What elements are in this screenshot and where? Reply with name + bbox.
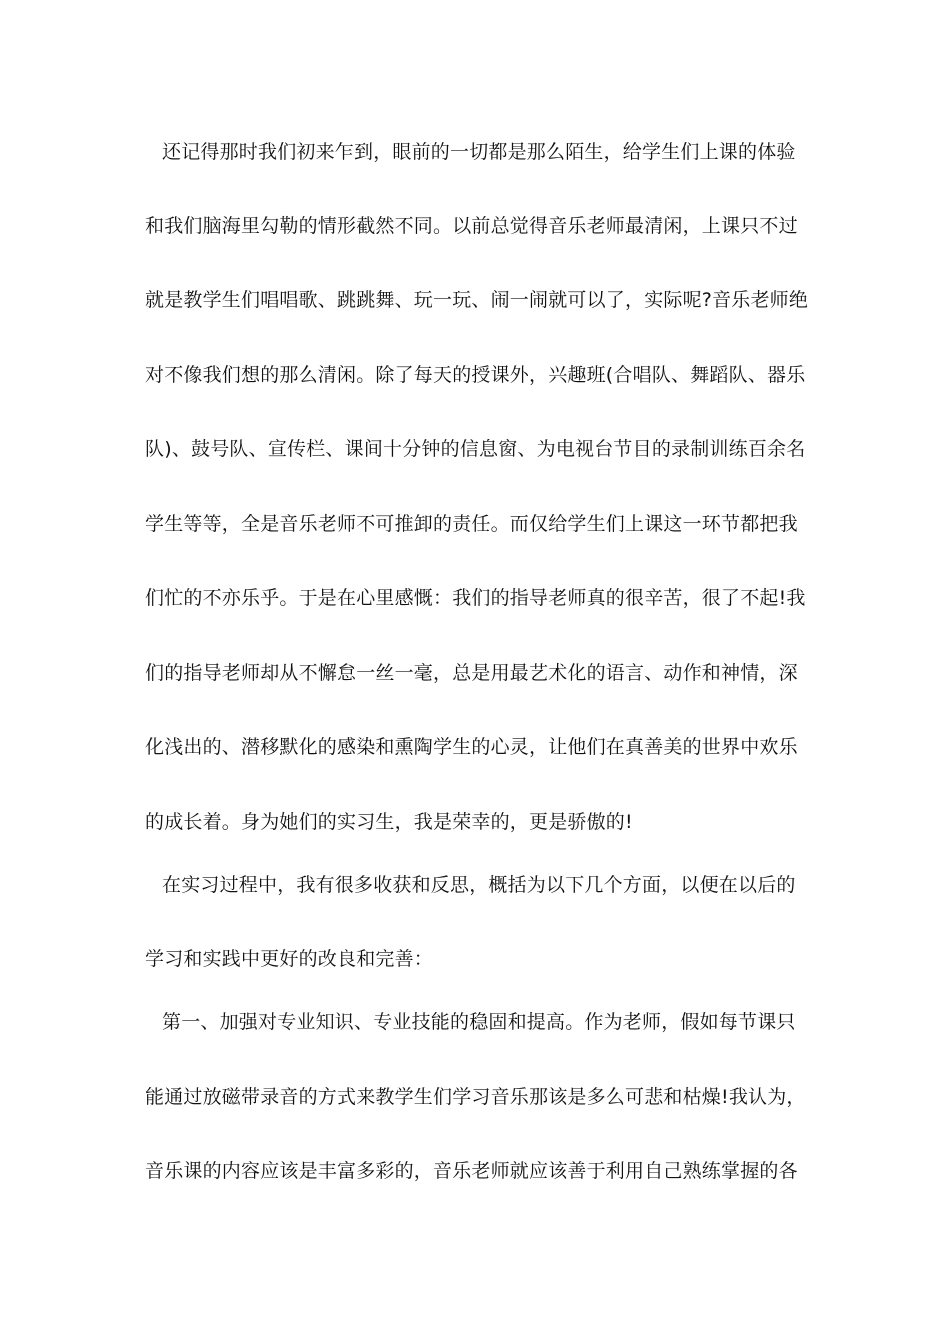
paragraph-1-line-4: 对不像我们想的那么清闲。除了每天的授课外，兴趣班(合唱队、舞蹈队、器乐 <box>145 364 806 386</box>
paragraph-3-line-1: 第一、加强对专业知识、专业技能的稳固和提高。作为老师，假如每节课只 <box>162 1011 796 1033</box>
paragraph-2-line-2: 学习和实践中更好的改良和完善： <box>145 948 434 970</box>
paragraph-3-line-2: 能通过放磁带录音的方式来教学生们学习音乐那该是多么可悲和枯燥!我认为， <box>145 1086 806 1108</box>
paragraph-1-line-9: 化浅出的、潜移默化的感染和熏陶学生的心灵，让他们在真善美的世界中欢乐 <box>145 736 798 758</box>
paragraph-1-line-3: 就是教学生们唱唱歌、跳跳舞、玩一玩、闹一闹就可以了，实际呢?音乐老师绝 <box>145 289 809 311</box>
paragraph-1-line-2: 和我们脑海里勾勒的情形截然不同。以前总觉得音乐老师最清闲，上课只不过 <box>145 215 798 237</box>
paragraph-2-line-1: 在实习过程中，我有很多收获和反思，概括为以下几个方面，以便在以后的 <box>162 874 796 896</box>
paragraph-1-line-1: 还记得那时我们初来乍到，眼前的一切都是那么陌生，给学生们上课的体验 <box>162 141 796 163</box>
paragraph-1-line-8: 们的指导老师却从不懈怠一丝一毫，总是用最艺术化的语言、动作和神情，深 <box>145 662 798 684</box>
paragraph-1-line-5: 队)、鼓号队、宣传栏、课间十分钟的信息窗、为电视台节目的录制训练百余名 <box>145 438 806 460</box>
paragraph-3-line-3: 音乐课的内容应该是丰富多彩的，音乐老师就应该善于利用自己熟练掌握的各 <box>145 1160 798 1182</box>
paragraph-1-line-7: 们忙的不亦乐乎。于是在心里感慨：我们的指导老师真的很辛苦，很了不起!我 <box>145 587 806 609</box>
paragraph-1-line-6: 学生等等，全是音乐老师不可推卸的责任。而仅给学生们上课这一环节都把我 <box>145 513 798 535</box>
paragraph-1-line-10: 的成长着。身为她们的实习生，我是荣幸的，更是骄傲的! <box>145 811 633 833</box>
